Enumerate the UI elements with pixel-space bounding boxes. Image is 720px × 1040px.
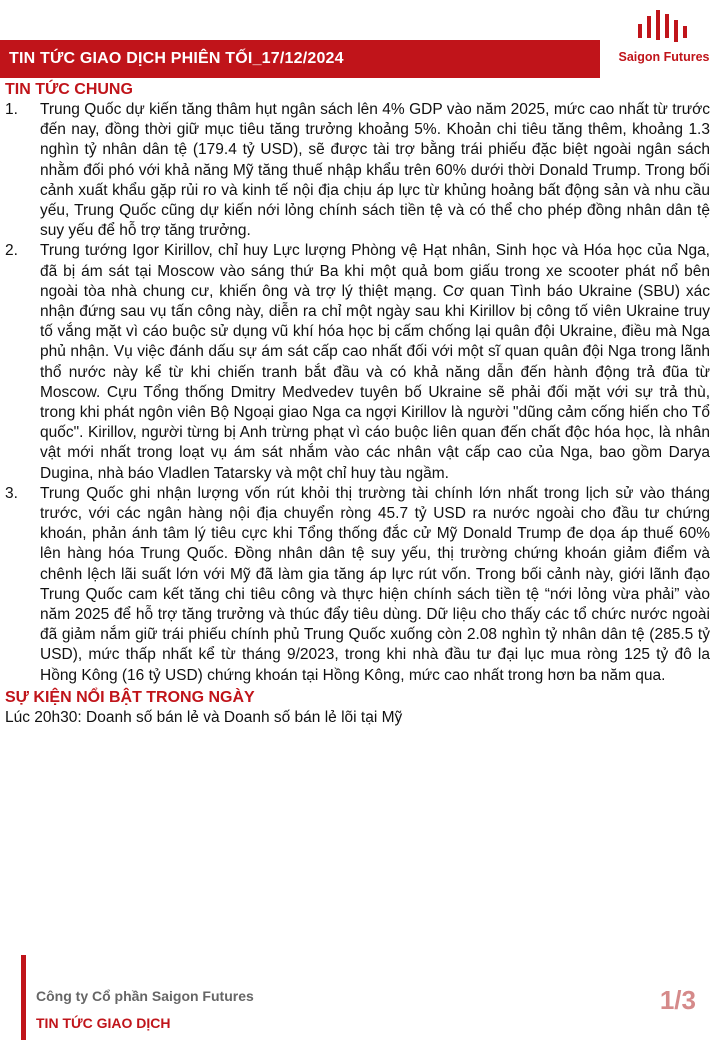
brand-name: Saigon Futures (618, 50, 710, 64)
news-item-3 (5, 484, 710, 686)
page-number: 1/3 (659, 985, 696, 1015)
news-number: 3. (5, 484, 18, 502)
general-news-title: TIN TỨC CHUNG (5, 81, 133, 98)
footer-accent-line (21, 955, 26, 1040)
news-item-1 (5, 100, 710, 241)
news-text: Trung tướng Igor Kirillov, chỉ huy Lực lượng Phòng vệ Hạt nhân, Sinh học và Hóa học của Nga, đã bị ám sát tại Moscow vào sáng thứ Ba khi một quả bom giấu trong xe scooter phát nổ bên ngoài tòa nhà chung cư, khiến ông và trợ lý thiệt mạng. Cơ quan Tình báo Ukraine (SBU) xác nhận đứng sau vụ tấn công này, diễn ra chỉ một ngày sau khi Kirillov bị công tố viên Ukraine truy tố vắng mặt vì cáo buộc sử dụng vũ khí hóa học bị cấm chống lại quân đội Ukraine, điều mà Nga phủ nhận. Vụ việc đánh dấu sự ám sát cấp cao nhất đối với một sĩ quan quân đội Nga trong lãnh thổ nước này kể từ khi chiến tranh bắt đầu và có khả năng dẫn đến hành động trả đũa từ Moscow. Cựu Tổng thống Dmitry Medvedev tuyên bố Ukraine sẽ phải đối mặt với sự trả thù, trong khi phát ngôn viên Bộ Ngoại giao Nga ca ngợi Kirillov là người "dũng cảm cống hiến cho Tổ quốc". Kirillov, người từng bị Anh trừng phạt vì cáo buộc liên quan đến chất độc hóa học, là nhân vật mới nhất trong loạt vụ ám sát nhắm vào các nhân vật cấp cao của Nga, bao gồm Darya Dugina, nhà báo Vladlen Tatarsky và một chỉ huy tàu ngầm. (40, 242, 710, 482)
footer-company: Công ty Cổ phần Saigon Futures (36, 988, 254, 1004)
news-list (5, 100, 710, 686)
news-number: 1. (5, 101, 18, 118)
news-text: Trung Quốc ghi nhận lượng vốn rút khỏi thị trường tài chính lớn nhất trong lịch sử vào tháng trước, với các ngân hàng nội địa chuyển ròng 45.7 tỷ USD ra nước ngoài cho đầu tư chứng khoán, phản ánh tâm lý tiêu cực khi Tổng thống đắc cử Mỹ Donald Trump đe dọa áp thuế 60% lên hàng hóa Trung Quốc. Đồng nhân dân tệ suy yếu, thị trường chứng khoán giảm điểm và chênh lệch lãi suất lớn với Mỹ đã làm gia tăng áp lực rút vốn. Trong bối cảnh này, giới lãnh đạo Trung Quốc cam kết tăng chi tiêu công và thực hiện chính sách tiền tệ “nới lỏng vừa phải” vào năm 2025 để hỗ trợ tăng trưởng và thúc đẩy tiêu dùng. Dữ liệu cho thấy các tổ chức nước ngoài đã giảm nắm giữ trái phiếu chính phủ Trung Quốc xuống còn 2.08 nghìn tỷ nhân dân tệ (285.5 tỷ USD), mức thấp nhất kể từ tháng 9/2023, trong khi nhà đầu tư đại lục mua ròng 125 tỷ đô la Hồng Kông (16 tỷ USD) chứng khoán tại Hồng Kông, mức cao nhất trong hơn ba năm qua. (40, 484, 710, 684)
bar-chart-logo-icon (636, 8, 692, 42)
main-content (5, 80, 710, 728)
event-text: Lúc 20h30: Doanh số bán lẻ và Doanh số bán lẻ lõi tại Mỹ (5, 708, 403, 726)
footer-label: TIN TỨC GIAO DỊCH (36, 1015, 171, 1031)
news-number: 2. (5, 242, 18, 260)
news-text: Trung Quốc dự kiến tăng thâm hụt ngân sách lên 4% GDP vào năm 2025, mức cao nhất từ trước đến nay, đồng thời giữ mục tiêu tăng trưởng khoảng 5%. Khoản chi tiêu tăng thêm, khoảng 1.3 nghìn tỷ nhân dân tệ (179.4 tỷ USD), sẽ được tài trợ bằng trái phiếu đặc biệt ngoài ngân sách nhằm đối phó với khả năng Mỹ tăng thuế nhập khẩu trên 60% dưới thời Donald Trump. Trong bối cảnh xuất khẩu gặp rủi ro và kinh tế nội địa chịu áp lực từ khủng hoảng bất động sản và nhu cầu yếu, Trung Quốc cũng dự kiến nới lỏng chính sách tiền tệ và có thể cho phép đồng nhân dân tệ suy yếu để hỗ trợ tăng trưởng. (40, 101, 710, 240)
events-title: SỰ KIỆN NỔI BẬT TRONG NGÀY (5, 688, 255, 706)
brand-logo (612, 6, 716, 68)
page-title: TIN TỨC GIAO DỊCH PHIÊN TỐI_17/12/2024 (9, 50, 344, 67)
news-item-2 (5, 241, 710, 483)
